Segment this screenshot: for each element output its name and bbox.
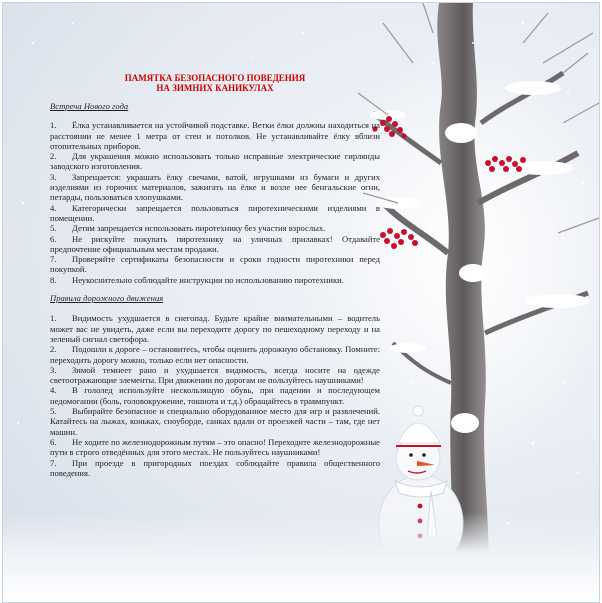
list-item: 2. Подошли к дороге – остановитесь, чтобы оценить дорожную обстановку. Помните: переходить дорогу можно, только если нет опасности. (50, 344, 380, 365)
list-item: 7. При проезде в пригородных поездах соблюдайте правила общественного поведения. (50, 457, 380, 478)
list-item: 2. Для украшения можно использовать только исправные электрические гирлянды заводского изготовления. (50, 151, 380, 172)
document-page (2, 2, 600, 603)
list-item: 1. Ёлка устанавливается на устойчивой подставке. Ветки ёлки должны находиться на расстоянии не менее 1 метра от стен и потолков. Не устанавливайте ёлку вблизи отопительных приборов. (50, 120, 380, 151)
title-line-1: ПАМЯТКА БЕЗОПАСНОГО ПОВЕДЕНИЯ (124, 73, 306, 83)
list-item: 1. Видимость ухудшается в снегопад. Будьте крайне внимательными – водитель может вас не увидеть, даже если вы переходите дорогу по пешеходному переходу и на зеленый сигнал светофора. (50, 313, 380, 344)
text-block (50, 73, 380, 478)
snow-ground (3, 512, 599, 602)
list-item: 6. Не ходите по железнодорожным путям – это опасно! Переходите железнодорожные пути в строго отведённых для этого местах. Не пользуйтесь наушниками! (50, 436, 380, 458)
list-item: 3. Зимой темнеет рано и ухудшается видимость, всегда носите на одежде светоотражающие элементы. При движении по дорогам не пользуйтесь наушниками! (50, 364, 380, 386)
list-item: 6. Не рискуйте покупать пиротехнику на уличных прилавках! Отдавайте предпочтение официальным местам продажи. (50, 233, 380, 254)
list-item: 8. Неукоснительно соблюдайте инструкции по использованию пиротехники. (50, 274, 344, 285)
document-title (50, 73, 380, 93)
section-heading-traffic: Правила дорожного движения (50, 293, 164, 304)
list-item: 4. В гололед используйте нескользящую обувь, при падении и последующем недомогании (боль, головокружение, тошнота и т.д.) обращайтесь в травмпункт. (50, 385, 380, 406)
list-item: 5. Детям запрещается использовать пиротехнику без участия взрослых. (50, 223, 326, 234)
section-heading-new-year: Встреча Нового года (50, 101, 129, 111)
title-line-2: НА ЗИМНИХ КАНИКУЛАХ (156, 83, 274, 93)
list-item: 3. Запрещается: украшать ёлку свечами, ватой, игрушками из бумаги и других изделиями из горючих материалов, зажигать на ёлке и возле нее бенгальские огни, петарды, пользоваться хлопушками. (50, 171, 380, 203)
list-item: 4. Категорически запрещается пользоваться пиротехническими изделиями в помещении. (50, 202, 380, 223)
list-item: 7. Проверяйте сертификаты безопасности и сроки годности пиротехники перед покупкой. (50, 254, 380, 275)
list-item: 5. Выбирайте безопасное и специально оборудованное место для игр и развлечений. Катайтесь на лыжах, коньках, сноуборде, санках вдали от проезжей части – там, где нет машин. (50, 406, 380, 437)
